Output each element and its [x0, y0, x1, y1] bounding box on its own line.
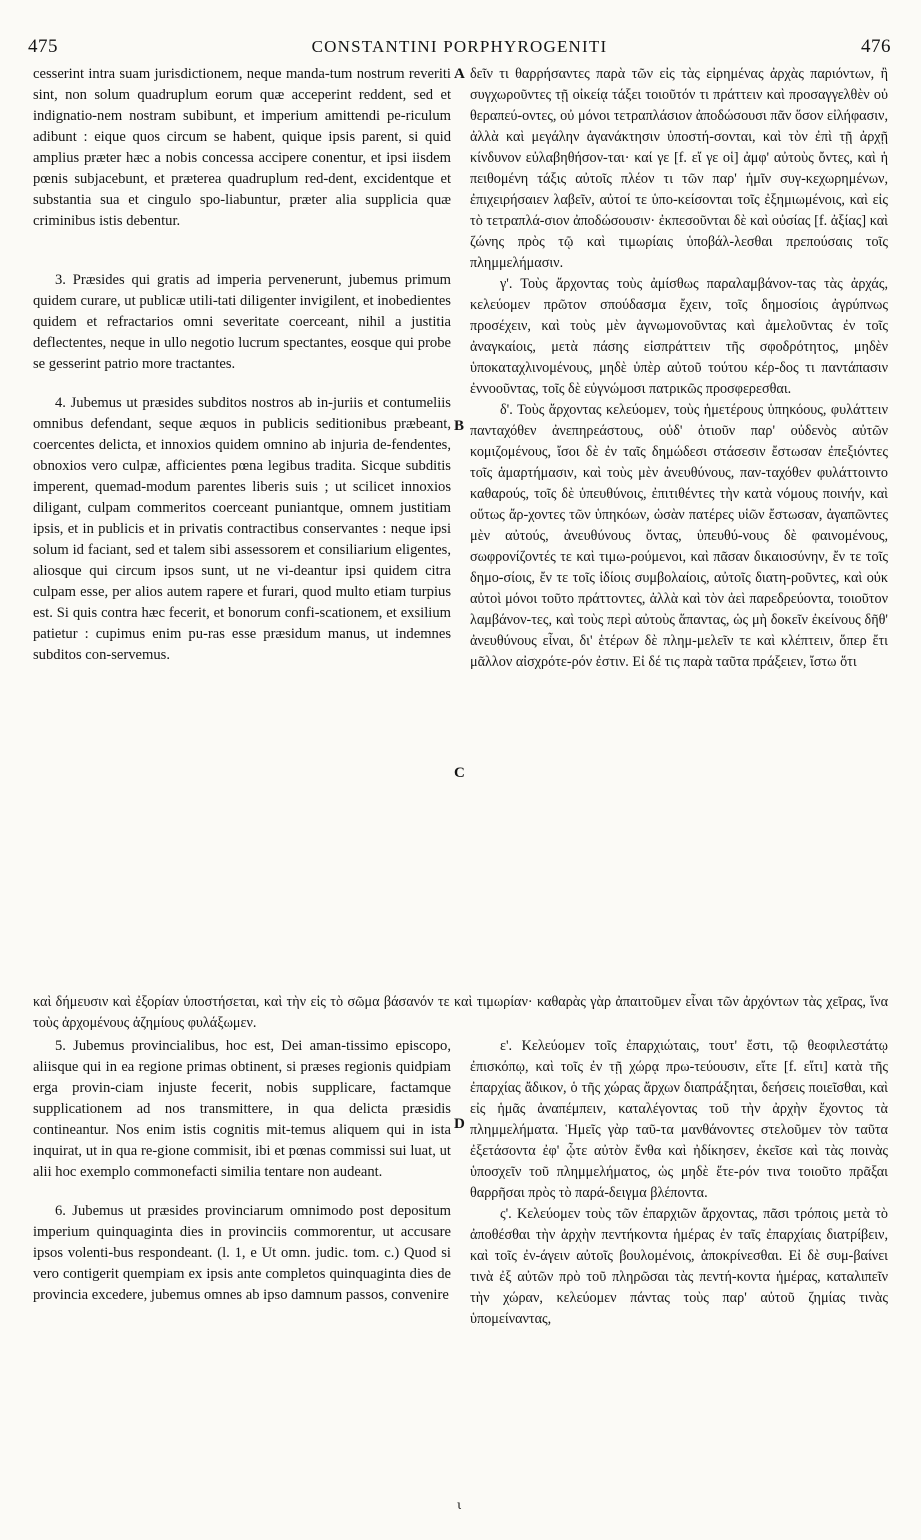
greek-paragraph: γ'. Τοὺς ἄρχοντας τοὺς ἀμίσθως παραλαμβάνον-τας τὰς ἀρχάς, κελεύομεν πρῶτον σπούδασμα ἔχειν, τοῖς δημοσίοις ἀγρύπνως προσέχειν, καὶ τοὺς μὲν ἀγνωμονοῦντας καὶ ἀμελοῦντας ἐν τοῖς ἀναγκαίοις, μετὰ πάσης εἰσπράττειν τῆς σφοδρότητος, μηδὲν ὑποκαταχλινομένους, μηδὲ ὑπὲρ αὐτοῦ τούτου κέρ-δος τι παντάπασιν ἐννοοῦντας, τοῖς δὲ εὐγνώμοσι πατρικῶς προσφερεσθαι.: [470, 276, 888, 397]
margin-letter-d: D: [454, 1116, 465, 1132]
latin-column-lower: [33, 1036, 451, 1306]
greek-paragraph: ς'. Κελεύομεν τοὺς τῶν ἐπαρχιῶν ἄρχοντας, πᾶσι τρόποις μετὰ τὸ ἀποθέσθαι τὴν ἀρχὴν πεντήκοντα ἡμέρας ἐν ταῖς ἐπαρχίαις διατρίβειν, καὶ τοῖς ἐν-άγειν αὐτοῖς βουλομένοις, ἀποκρίνεσθαι. Εἰ δὲ συμ-βαίνει τινὰ ἐξ αὐτῶν πρὸ τοῦ πληρῶσαι τὰς πεντή-κοντα ἡμέρας, καταλιπεῖν τὴν χώραν, κελεύομεν πάντας τοὺς παρ' αὐτοῦ ζημίας τινὰς ὑπομείναντας,: [470, 1206, 888, 1327]
margin-letter-c: C: [454, 765, 465, 781]
page-number-right: 476: [860, 36, 891, 57]
latin-paragraph: 3. Præsides qui gratis ad imperia pervenerunt, jubemus primum quidem curare, ut publicæ utili-tati diligenter invigilent, et inobedientes quidem et refractarios omni severitate coerceant, nihil a justitia deflectentes, neque in ullo negotio lucrum spectantes, eosque qui probe se gesserint patrio more tractantes.: [33, 272, 451, 372]
page-number-left: 475: [28, 36, 58, 57]
latin-paragraph: 4. Jubemus ut præsides subditos nostros ab in-juriis et contumeliis omnibus defendant, seque æquos in publicis seditionibus præbeant, coercentes delicta, et innoxios quidem omnino ab injuria de-fendentes, obnoxios vero culpæ, afficientes pœna legibus tradita. Sicque subditis imperent, quemad-modum parentes liberis suis ; ut scilicet innoxios diligant, culpam commeritos coerceant puniantque, omnem justitiam ipsis, et in publicis et in privatis contractibus conservantes : neque ipsi solum id faciant, sed et talem sibi assessorem et consiliarium eligentes, aliosque qui circum ipsos sunt, ut ne vi-deantur ipsi quidem citra culpam esse, per alios autem rapere et furari, quod multo etiam turpius est. Si quis contra hæc fecerit, et bonorum confi-scationem, et exsilium patietur : cupimus enim pu-ras esse præsidum manus, ut indemnes subditos con-servemus.: [33, 395, 451, 663]
greek-paragraph: ε'. Κελεύομεν τοῖς ἐπαρχιώταις, τουτ' ἔστι, τῷ θεοφιλεστάτῳ ἐπισκόπῳ, καὶ τοῖς ἐν τῇ χώρᾳ πρω-τεύουσιν, εἴτε [f. εἴτι] κατὰ τῆς ἐπαρχίας ἄδικον, ὁ τῆς χώρας ἄρχων διαπράξηται, δεήσεις ποιεῖσθαι, καὶ εἰς ἡμᾶς ἀναπέμπειν, καταλέγοντας τοῦ τὴν ἀρχὴν ἔχοντος τὰ πλημμελήματα. Ἡμεῖς γὰρ ταῦ-τα μανθάνοντες στελοῦμεν τὸν ταῦτα ἐξετάσοντα ἐφ' ᾧτε αὐτὸν ἔνθα καὶ ἠδίκησεν, ἐκεῖσε καὶ τὰς ποινὰς ὑποσχεῖν τοῦ πλημμελήματος, ὡς μηδὲ ἕτε-ρόν τινα τοιοῦτο πρᾶξαι θαρρῆσαι πρὸς τὸ παρά-δειγμα βλέποντα.: [470, 1038, 888, 1201]
greek-paragraph: δεῖν τι θαρρήσαντες παρὰ τῶν εἰς τὰς εἰρημένας ἀρχὰς παριόντων, ἢ συγχωροῦντες τῇ οἰκείᾳ τάξει τοιοῦτόν τι πράττειν καὶ προσαγγελθὲν οὐ θεραπεύ-οντες, οὐ μόνοι τετραπλάσιον ἀποδώσουσι πᾶν ὅσον εἰλήφασιν, ἀλλὰ καὶ μεγάλην ἀγανάκτησιν ὑποστή-σονται, καὶ τὸν ἐπὶ τῇ ἀρχῇ κίνδυνον εὐλαβηθήσον-ται· καί γε [f. εἴ γε οἱ] ἀμφ' αὐτοὺς ὄντες, καὶ ἡ πειθομένη τάξις αὐτοῖς πλέον τι τῶν παρ' ἡμῖν συγ-κεχωρημένων, ἐπιχειρήσαιεν λαβεῖν, αὐτοί τε ὑπο-κείσονται τοῖς ἐξημιωμένοις, καὶ εἰς τὸ τετραπλά-σιον ἀποδώσουσιν· ἐκπεσοῦνται δὲ καὶ οὐσίας [f. ἀξίας] καὶ ζώνης πρὸς τῷ καὶ τιμωρίαις ὑποβάλ-λεσθαι πρεπούσαις τοῖς πλημμελήμασιν.: [470, 66, 888, 271]
latin-paragraph: 5. Jubemus provincialibus, hoc est, Dei aman-tissimo episcopo, aliisque qui in ea regione primas obtinent, si præses regionis quidpiam erga provin-ciam injuste fecerit, nobis supplicare, factamque supplicationem ad nos transmittere, in qua delicta præsidis contineantur. Nos enim istis cognitis mit-temus aliquem qui in ista inquirat, ut in qua re-gione commisit, ibi et pœnas commissi sui luat, ut alii hoc exemplo commonefacti similia tentare non audeant.: [33, 1038, 451, 1180]
greek-wide-line: καὶ δήμευσιν καὶ ἐξορίαν ὑποστήσεται, καὶ τὴν εἰς τὸ σῶμα βάσανόν τε καὶ τιμωρίαν· καθαρὰς γὰρ ἀπαιτοῦμεν εἶναι τῶν ἀρχόντων τὰς χεῖρας, ἵνα τοὺς ἀρχομένους ἀζημίους φυλάξωμεν.: [33, 994, 888, 1031]
margin-letter-b: B: [454, 418, 465, 434]
greek-column-lower: [470, 1036, 888, 1330]
full-width-greek: [33, 992, 888, 1034]
greek-paragraph: δ'. Τοὺς ἄρχοντας κελεύομεν, τοὺς ἡμετέρους ὑπηκόους, φυλάττειν πανταχόθεν ἀνεπηρεάστους, οὐδ' ὁτιοῦν παρ' οὐδενὸς αὐτῶν κομιζομένους, ἴσοι δὲ ἐν ταῖς δημώδεσι στάσεσιν ἔστωσαν ἐπεξιόντες τοῖς ἁμαρτήμασιν, καὶ τοὺς μὲν ἀνευθύνους, παν-ταχόθεν φυλάττοιντο καθαρούς, τοῖς δὲ ὑπευθύνοις, ἐπιτιθέντες τὴν κατὰ νόμους ποινήν, καὶ οὕτως ἄρ-χοντες τῶν ὑπηκόων, ὡσὰν πατέρες υἱῶν ἔστωσαν, ἀγαπῶντες μὲν αὐτούς, ἀνευθύνους ὄντας, ὑπευθύ-νους δὲ φαινομένους, σωφρονίζοντές τε καὶ τιμω-ρούμενοι, καὶ πᾶσαν δικαιοσύνην, ἔν τε τοῖς δημο-σίοις, ἔν τε τοῖς ἰδίοις συμβολαίοις, αὐτοῖς διατη-ροῦντες, καὶ οὐκ αὐτοὶ μόνοι τοῦτο πράττοντες, ἀλλὰ καὶ τὸν ἀεὶ παρεδρεύοντα, τοιοῦτον λαμβάνον-τες, καὶ τοὺς περὶ αὐτοὺς ἅπαντας, ὡς μὴ δοκεῖν ἐκείνους δῆθ' ἀνευθύνους εἶναι, δι' ἑτέρων δὲ πλημ-μελεῖν τε καὶ κλέπτειν, ὅπερ ἔτι μᾶλλον αἰσχρότε-ρόν ἐστιν. Εἰ δέ τις παρὰ ταῦτα πράξειεν, ἴστω ὅτι: [470, 402, 888, 670]
running-title: CONSTANTINI PORPHYROGENITI: [311, 37, 608, 56]
latin-paragraph: 6. Jubemus ut præsides provinciarum omnimodo post depositum imperium quinquaginta dies in provinciis commorentur, ut accusare ipsos volenti-bus respondeant. (l. 1, e Ut omn. judic. tom. c.) Quod si vero contigerit quempiam ex ipsis ante completos quinquaginta dies de provincia excedere, jubemus omnes ab ipso damnum passos, convenire: [33, 1203, 451, 1303]
latin-column-upper: [33, 64, 451, 666]
margin-letter-a: A: [454, 66, 465, 82]
footer-mark: ι: [457, 1498, 462, 1512]
latin-paragraph: cesserint intra suam jurisdictionem, neque manda-tum nostrum reveriti sint, non solum quadruplum eorum quæ acceperint reddent, sed et indignatio-nem nostram subibunt, et imperium amittendi pe-riculum adibunt : eique quos circum se habent, quique ipsis parent, si quid amplius præter hæc a nobis concessa accipere conentur, et ipsi iisdem pœnis subjacebunt, et præterea quadruplum red-dent, excidentque et substantia sua et cingulo spo-liabuntur, præter alia supplicia quæ criminibus istis debentur.: [33, 66, 451, 229]
greek-column-upper: [470, 64, 888, 673]
running-head: [28, 36, 891, 60]
